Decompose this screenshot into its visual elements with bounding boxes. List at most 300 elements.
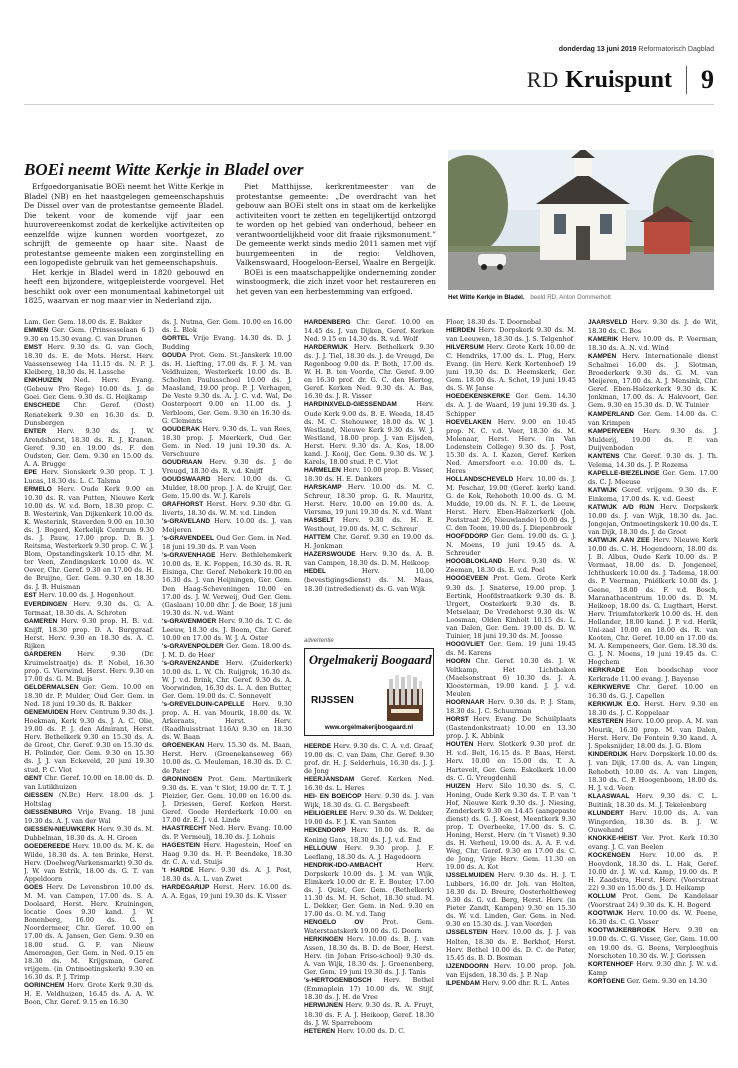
place-name: HEERDE	[304, 743, 332, 750]
place-name: HIERDEN	[446, 327, 476, 335]
service-entry	[446, 928, 576, 961]
service-entry	[24, 318, 154, 326]
article-column-1	[24, 182, 224, 306]
place-name: HOOGVLIET	[446, 640, 485, 648]
place-name: KATWIJK	[588, 486, 618, 494]
service-details: Herv. 9.30 ds. J. Mulderij, 19.00 ds. P. van Duijvenboden	[588, 426, 718, 452]
service-entry	[304, 826, 434, 843]
service-details: Herv. 10.00 ds. D. C.	[337, 1026, 406, 1035]
service-entry	[304, 861, 434, 918]
service-entry	[162, 841, 292, 866]
service-entry	[162, 534, 292, 551]
service-entry	[304, 550, 434, 567]
service-entry	[162, 425, 292, 458]
service-entry	[446, 698, 576, 715]
header-rule	[24, 104, 714, 105]
place-name: HERKINGEN	[304, 936, 344, 944]
article-column-2	[236, 182, 436, 296]
service-entry	[446, 574, 576, 639]
place-name: 's-GRAVENPOLDER	[162, 642, 224, 650]
service-entry	[446, 871, 576, 928]
service-details: Ger. Gem. 19.00 ds. G. J. N. Moens, 19 juni 19.45 ds. A. Schreuder	[446, 532, 576, 558]
place-name: GIESSENBURG	[24, 808, 73, 816]
service-details: Herv. 9.30 ds. H. J. T. Lubbers, 16.00 dr. Joh. van Holten, 18.30 ds. D. Breure, Oosterholtheweg 9.30 ds. G. v.d. Berg, Herst. Herv. (in Pieter Zandt, Kampen) 9.30 en 15.30 ds. W. v.d. Linden, Ger. Gem. in Ned. 9.30 en 15.30 ds. J. van Voorden	[446, 871, 576, 929]
place-name: HELLOUW	[304, 844, 337, 852]
place-name: GORINCHEM	[24, 981, 65, 989]
page-number: 9	[701, 65, 714, 94]
service-details: Ger. Gem. (Prinsesselaan 6 I) 9.30 en 15.30 evang. C. van Drunen	[24, 326, 154, 344]
service-details: Vrije Evang. 14.30 ds. D. J. Budding	[162, 334, 292, 352]
place-name: KOOTWIJK	[588, 910, 624, 918]
service-details: Geref. vrijgem. 9.30 ds. F. Einkema, 17.00 ds. K. v.d. Geest	[588, 485, 718, 503]
place-name: KATWIJK A/D RIJN	[588, 504, 655, 512]
service-details: Herv. Centrum 9.30 ds. J. Hoekman, Kerk 9.30 ds. J. A. C. Olie, 19.00 ds. P. J. den Admirant, Herst. Herv. Bethelkerk 9.30 en 15.30 ds. A. de Groot, Chr. Geref. 9.30 en 15.30 ds. H. Polinder, Ger. Gem. 9.30 en 15.30 ds. J. J. van Eckeveld, 20 juni 19.30 stud. P. C. Vlot	[24, 708, 154, 774]
service-entry	[588, 352, 718, 409]
place-name: HOOGEVEEN	[446, 575, 488, 583]
service-details: Herv. 9.30 ds. R. A. Fruyt, 18.30 ds. F. A. J. Heikoop, Geref. 18.30 ds. J. W. Sparreboom	[304, 1001, 434, 1027]
advert-label: advertentie	[304, 638, 334, 644]
service-entry	[24, 326, 154, 343]
service-details: Herv. (Zuiderkerk) 10.00 ds. L. W. Ch. Ruijgrok, 16.30 ds. W. J. v.d. Brink, Chr. Geref. 9.30 ds. A. Voorwinden, 16.30 ds. L. A. den Butter, Ger. Gem. 19.00 ds. C. Sonnevelt	[162, 658, 292, 701]
service-entry	[588, 452, 718, 469]
article-paragraph: BOEi is een maatschappelijke onderneming zonder winstoogmerk, die zich inzet voor het restaureren en het geven van een herbestemming van erfgoed.	[236, 267, 436, 296]
service-entry	[24, 600, 154, 617]
service-entry	[588, 666, 718, 683]
service-entry	[304, 318, 434, 343]
caption-text: Het Witte Kerkje in Bladel.	[448, 294, 525, 301]
place-name: HENDRIK-IDO-AMBACHT	[304, 861, 383, 869]
place-name: HARSKAMP	[304, 483, 342, 491]
place-name: HAZERSWOUDE	[304, 551, 356, 559]
place-name: HILVERSUM	[446, 344, 484, 352]
service-details: Herv. 9.30 prop. H. B. v.d. Knijff, 18.30 prop. D. A. Burggraaf. Herst. Herv. 9.30 en 18.30 ds. A. C. Rijken	[24, 616, 154, 650]
place-name: GORTEL	[162, 335, 190, 343]
place-name: HAGESTEIN	[162, 841, 200, 849]
service-details: Herv. 10.00 ds. J. van Meijeren	[162, 517, 292, 535]
place-name: GIESSEN-NIEUWKERK	[24, 825, 96, 833]
service-entry	[304, 1027, 434, 1036]
service-details: Oud Ger. Gem. in Ned. 18 juni 19.30 ds. P. van Veen	[162, 534, 292, 552]
place-name: HARDEGARIJP	[162, 884, 210, 892]
service-entry	[24, 883, 154, 981]
service-entry	[24, 650, 154, 683]
service-entry	[162, 351, 292, 424]
service-details: Chr. Geref. 10.00 en 14.45 ds. J. van Dijken, Geref. Kerken Ned. 9.15 en 14.30 ds. R. v.d. Wolf	[304, 318, 434, 344]
service-details: Herst. Herv. 9.30 en 18.30 ds. J. C. Koppelaar	[588, 700, 718, 718]
place-name: 's-GRAVENMOER	[162, 617, 217, 625]
place-name: KAMPERLAND	[588, 410, 635, 418]
place-name: GELDERMALSEN	[24, 684, 79, 692]
service-details: Herv. 9.30 ds. C. L. Buitink, 18.30 ds. M. J. Tekelenburg	[588, 791, 718, 809]
service-details: Herv. Dorpskerk 10.00 ds. J. M. van Wijk, Elimkerk 10.00 dr. E. E. Bouter, 17.00 ds. J. Quist, Ger. Gem. (Bethelkerk) 11.30 ds. M. H. Schot, 18.30 stud. M. L. Dekker, Ger. Gem. in Ned. 9.30 en 17.00 ds. O. M. v.d. Tang	[304, 860, 434, 918]
service-entry	[304, 976, 434, 1001]
place-name: HOEDEKENSKERKE	[446, 393, 510, 401]
service-entry	[304, 935, 434, 976]
paper-name: Reformatorisch Dagblad	[638, 46, 714, 53]
service-details: Ver. Prot. Kerk 10.30 evang. J. C. van Beelen	[588, 833, 718, 851]
service-details: Herv. 10.00 ds. R. de Koning Gans, 18.30 ds. J. J. v.d. End	[304, 826, 434, 844]
service-entry	[588, 427, 718, 452]
place-name: EMST	[24, 344, 43, 352]
service-details: Herv. 9.30 ds. M. Dubbelman, 18.30 ds. A. H. Groen	[24, 824, 154, 842]
service-details: Herv. Oude Kerk 9.00 en 10.30 ds. R. van Putten, Nieuwe Kerk 10.00 ds. W. v.d. Born, 18.30 prop. C. B. Westerink, Van Dijkenkerk 10.00 ds. K. Westerink, Staverden 9.00 en 10.30 ds. J. Bogerd, Kerkelijk Centrum 9.30 ds. J. Pauw, 17.00 prop. D. B. J. Reitsma, Westerkerk 9.30 prop. C. W. J. Blom, Opstandingskerk 10.15 dhr. M. ter Veen, Zendingskerk 10.00 ds. W. Oever, Chr. Geref. 9.30 en 17.00 ds. H. de Bruijne, Ger. Gem. 9.30 en 18.30 ds. J. B. Huisman	[24, 484, 154, 591]
service-details: Herv. Oude Kerk 9.00 ds. B. E. Weeda, 18.45 ds. M. C. Stehouwer, 18.00 ds. W. J. Westland, Nieuwe Kerk 9.30 ds. W. J. Westland, 18.00 prop. J. van Eijsden, Herst. Herv. 9.30 ds. A. Kos, 18.00 kand. J. Kooij, Ger. Gem. 9.30 ds. W. J. Karels, 18.00 stud. P. C. Vlot	[304, 400, 434, 466]
brand-logo: RD	[526, 67, 560, 92]
service-entry	[24, 842, 154, 883]
place-name: KAPELLE-BIEZELINGE	[588, 469, 660, 477]
service-entry	[24, 427, 154, 468]
place-name: HARDERWIJK	[304, 344, 348, 352]
service-entry	[304, 533, 434, 550]
place-name: 's-GRAVELAND	[162, 518, 211, 526]
place-name: KAMERIK	[588, 336, 619, 344]
place-name: EST	[24, 591, 37, 599]
advert-title: Orgelmakerij Boogaard	[309, 653, 432, 667]
place-name: HARDENBERG	[304, 319, 351, 326]
service-details: Herst. Herv. 16.00 ds. A. A. Egas, 19 juni 19.30 ds. K. Visser	[162, 883, 292, 901]
service-entry	[162, 700, 292, 741]
service-entry	[446, 962, 576, 979]
service-entry	[24, 774, 154, 791]
service-details: Ger. Gem. 17.00 ds. C. J. Meeuse	[588, 468, 718, 486]
place-name: KAMPERVEEN	[588, 427, 634, 435]
place-name: KANTENS	[588, 452, 620, 460]
service-details: Een boodschap voor Kerkrade 11.00 evang. J. Bayense	[588, 665, 718, 684]
place-name: EPE	[24, 468, 38, 476]
service-details: Herv. Silo 10.30 ds. S. C. Honing, Oude Kerk 9.30 ds. T. P. van 't Hof, Nieuwe Kerk 9.30 ds. J. Niesing, Zenderkerk 9.30 en 14.45 (aangepaste dienst) ds. G. J. Koest, Meentkerk 9.30 prop. T. Overbeeke, 17.00 ds. S. C. Honing, Herst. Herv. (in 't Visnet) 9.30 ds. H. Verheul, 19.00 ds. A. A. F. v.d. Weg, Chr. Geref. 9.30 en 17.00 ds. C. de Jong, Vrije Herv. Gem. 11.30 en 19.00 ds. A. Kot	[446, 781, 576, 872]
service-entry	[588, 717, 718, 750]
church-services-column-1	[24, 318, 154, 1058]
service-entry	[304, 516, 434, 533]
service-entry	[588, 909, 718, 926]
caption-credit: beeld RD, Anton Dommerholt	[530, 294, 611, 301]
place-name: KINDERDIJK	[588, 751, 628, 759]
service-entry	[162, 659, 292, 700]
place-name: GAMEREN	[24, 617, 58, 625]
service-entry	[24, 401, 154, 426]
service-details: Herv. 9.30 ds. J. de Wit, 18.30 ds. C. Bos	[588, 318, 718, 336]
service-entry	[446, 715, 576, 740]
service-details: Herv. 9.30 ds. W. Zeeman, 18.30 ds. E. v.d. Poel	[446, 557, 576, 575]
place-name: KORTENHOEF	[588, 960, 634, 968]
place-name: HOOGBLOKLAND	[446, 558, 503, 566]
service-entry	[162, 458, 292, 475]
service-details: Chr. Geref. (Oost) Renatekerk 9.30 en 16.30 ds. D. Dunsbergen	[24, 401, 154, 427]
service-entry	[588, 851, 718, 892]
service-details: Herv. 9.30 ds. A. B. van Campen, 18.30 ds. D. M. Heikoop	[304, 550, 434, 568]
service-entry	[588, 683, 718, 700]
service-details: Chr. Geref. 10.30 ds. J. W. Veltkamp, Het Lichtbaken (Maelsonstraat 6) 10.30 ds. J. A. Kloosterman, 19.00 kand. J. J. v.d. Meulen	[446, 656, 576, 699]
place-name: GENT	[24, 774, 43, 782]
place-name: HOUTEN	[446, 741, 474, 749]
service-entry	[446, 326, 576, 343]
service-details: Ger. Gem. 14.30 ds. A. J. de Waard, 19 juni 19.30 ds. J. Schipper	[446, 392, 576, 418]
service-entry	[162, 617, 292, 642]
service-entry	[588, 503, 718, 536]
place-name: GOUDSWAARD	[162, 475, 211, 483]
place-name: KORTGENE	[588, 977, 625, 985]
service-details: Herv. Grote Kerk 9.30 ds. H. E. Veldhuizen, 16.45 ds. A. A. W. Boon, Chr. Geref. 9.15 en 16.30	[24, 980, 154, 1006]
service-entry	[446, 532, 576, 557]
service-details: Herv. 9.30 ds. H. E. Westhout, 19.00 ds. M. C. Schreur	[304, 516, 434, 534]
service-entry	[162, 318, 292, 334]
service-entry	[162, 775, 292, 824]
orgelmakerij-advert[interactable]	[304, 648, 434, 736]
place-name: GOEDEREEDE	[24, 842, 70, 850]
place-name: IJSSELMUIDEN	[446, 872, 495, 880]
place-name: KERKWERVE	[588, 684, 631, 692]
place-name: 's-HERTOGENBOSCH	[304, 977, 372, 985]
service-entry	[304, 792, 434, 809]
place-name: HOEVELAKEN	[446, 418, 492, 426]
service-entry	[588, 834, 718, 851]
service-details: Herv. 9.30 ds. J. van Wijk, 18.30 ds. G. C. Bergsbeeft	[304, 792, 434, 810]
service-entry	[588, 700, 718, 717]
place-name: GENEMUIDEN	[24, 709, 69, 717]
service-entry	[162, 517, 292, 534]
place-name: KOLLUM	[588, 893, 616, 901]
place-name: 't HARDE	[162, 867, 194, 875]
service-entry	[24, 468, 154, 485]
service-details: Ger. Gem. 19 juni 19.45 ds. M. Karens	[446, 639, 576, 657]
service-details: Herv. 10.00 ds. W. Peene, 16.30 ds. C. G. Visser	[588, 909, 718, 927]
service-details: Herv. Bethelkerk 9.30 ds. J. J. Tiel, 18.30 ds. J. de Vreugd, De Regenboog 9.00 ds. P. Both, 17.00 ds. W. H. B. ten Voorde, Chr. Geref. 9.00 en 16.30 prof. dr. G. C. den Hertog, Geref. Kerken Ned. 9.30 ds. A. Bas, 16.30 ds. J. R. Visser	[304, 343, 434, 401]
service-entry	[304, 918, 434, 935]
service-details: Prot. Gem. St.-Janskerk 10.00 ds. H. Liefting, 17.00 ds. F. J. M. van Veldhuizen, Westerkerk 10.00 ds. B. Scholten Paulusschool 10.00 ds. J. Maasland, 19.00 prop. P. J. Verhagen, De Veste 9.30 ds. A. J. C. v.d. Wal, De Oosterpoort 9.00 en 11.00 ds. J. Verbloom, Ger. Gem. 9.30 en 16.30 ds. G. Clements	[162, 351, 292, 425]
service-details: Herv. 9.30 prop. J. F. Leeflang, 18.30 ds. A. J. Hagedoorn	[304, 843, 434, 861]
service-details: Herv. 10.00 prop. B. Visser, 18.30 ds. H. E. Dankers	[304, 465, 434, 483]
service-entry	[446, 640, 576, 657]
place-name: HOORNAAR	[446, 699, 485, 707]
service-details: Prot. Gem. Waterstaatskerk 19.00 ds. G. Doorn	[304, 917, 434, 936]
service-entry	[588, 792, 718, 809]
place-name: HOLLANDSCHEVELD	[446, 475, 514, 483]
church-services-column-5	[588, 318, 718, 1058]
service-details: Herv. 9.30 ds. W. Dekker, 19.00 ds. F. J. K. van Santen	[304, 809, 434, 827]
service-details: Prot. Gem. De Kandelaar (Voorstraat 24) 9.30 ds. K. H. Bogerd	[588, 892, 718, 910]
service-entry	[24, 591, 154, 600]
service-entry	[162, 642, 292, 659]
service-entry	[446, 782, 576, 872]
service-entry	[304, 483, 434, 516]
service-entry	[24, 981, 154, 1006]
service-entry	[588, 750, 718, 791]
place-name: GOES	[24, 884, 43, 892]
place-name: GRONINGEN	[162, 775, 203, 783]
service-entry	[588, 486, 718, 503]
place-name: GOUDERAK	[162, 425, 200, 433]
place-name: ERMELO	[24, 485, 52, 493]
service-entry	[588, 335, 718, 352]
place-name: 's-GRAVENHAGE	[162, 552, 216, 560]
service-entry	[588, 410, 718, 427]
service-details: Herv. 9.30 ds. G. A. Termaat, 18.30 ds. A. Schroten	[24, 599, 154, 617]
top-dateline	[559, 46, 714, 53]
service-entry	[24, 808, 154, 825]
service-details: Herv. Bethel (Emmaplein 17) 10.00 ds. W. Stijf, 18.30 ds. J. H. de Vree	[304, 976, 434, 1002]
service-entry	[588, 809, 718, 834]
service-entry	[588, 960, 718, 977]
masthead-divider	[686, 66, 687, 94]
service-entry	[24, 708, 154, 773]
church-photo	[448, 150, 714, 290]
place-name: HEKENDORP	[304, 827, 346, 835]
service-details: Herv. 9.30 ds. P. J. Stam, 18.30 ds. J. C. Schuurman	[446, 698, 576, 716]
place-name: HENGELO OV	[304, 918, 364, 926]
service-entry	[446, 343, 576, 392]
article-paragraph: Piet Matthijsse, kerkrentmeester van de protestantse gemeente: „De overdracht van het gebouw aan BOEi stelt ons in staat om de kerkelijke activiteiten voort te zetten en tegelijkertijd ontzorgd te worden op het gebied van onderhoud, beheer en verantwoordelijkheid voor dit fraaie rijksmonument.” De gemeente werkt sinds medio 2011 samen met vijf buurgemeenten in de regio: Veldhoven, Valkenswaard, Hoogeloon-Eersel, Waalre en Bergeijk.	[236, 182, 436, 267]
service-details: Ger. Gem. 9.30 en 14.30	[626, 976, 708, 985]
place-name: HARMELEN	[304, 466, 341, 474]
service-entry	[446, 418, 576, 475]
place-name: ENKHUIZEN	[24, 377, 62, 385]
service-entry	[162, 883, 292, 900]
service-details: Herv. Bethlehemkerk 10.00 ds. E. K. Foppen, 16.30 ds. R. R. Eisinga, Chr. Geref. Nebokerk 10.00 en 16.30 ds. J. van Heijningen, Ger. Gem. Den Haag-Scheveningen 10.00 en 17.00 ds. J. W. Verweij, Oud Ger. Gem. (Gaslaan) 10.00 dhr. J. de Boer, 18 juni 19.30 ds. N. v.d. Want	[162, 551, 292, 617]
place-name: HETEREN	[304, 1027, 336, 1035]
place-name: GIESSEN	[24, 791, 53, 799]
service-details: Geref. Kerken Ned. 16.30 ds. L. Heres	[304, 775, 434, 793]
article-paragraph: Het kerkje in Bladel werd in 1820 gebouwd en heeft een bijzondere, witgepleisterde voorgevel. Het beschikt ook over een monumentaal kabinetorgel uit 1825, waarvan er nog maar vier in Nederland zijn.	[24, 267, 224, 305]
service-entry	[162, 551, 292, 616]
service-entry	[588, 536, 718, 666]
place-name: KATWIJK AAN ZEE	[588, 537, 650, 545]
service-details: Herv. 10.00 ds. J. M. Peschar, 19.00 (Geref. kerk) kand. G. de Kok, Rehoboth 10.00 ds. G. M. Mudde, 19.00 ds. N. F. L. de Leeuw, Herst. Herv. Eben-Haëzerkerk (Joh. Poststraat 26, Nieuwlande) 10.00 ds. J. C. den Toom, 19.00 ds. J. Diepenbroek	[446, 474, 576, 533]
service-details: Herv. Grote Kerk 10.00 dr. C. Hendriks, 17.00 ds. L. Plug, Herv. Evang. (in Herv. Kerk Kortenhoef) 19 juni 19.30 ds. D. Heemskerk, Ger. Gem. 18.00 ds. A. Schot, 19 juni 19.45 ds. S. W. Janse	[446, 343, 576, 393]
place-name: HUIZEN	[446, 782, 471, 790]
service-entry	[162, 866, 292, 883]
article-headline: BOEi neemt Witte Kerkje in Bladel over	[24, 160, 304, 179]
service-entry	[446, 657, 576, 698]
service-details: Lam. Ger. Gem. 18.00 ds. E. Bakker	[24, 318, 143, 326]
service-details: Vrije Evang. 18 juni 19.30 ds. A. J. van der Wal	[24, 807, 154, 825]
place-name: EVERDINGEN	[24, 600, 67, 608]
service-details: Herv. 9.30 ds. J. W. Arendshorst, 18.30 ds. R. J. Kranen. Geref. 9.30 en 19.00 ds. F. den Oudsten, Ger. Gem. 9.30 en 15.00 ds. A. A. Brugge	[24, 426, 154, 468]
service-details: Herv. 10.00 ds. P. Veerman, 18.30 ds. A. N. v.d. Wind	[588, 335, 718, 353]
place-name: ENTER	[24, 427, 47, 435]
service-details: Herv. 10.00 ds. M. C. Schreur, 18.30 prop. G. R. Mauritz, Herst. Herv. 10.00 en 19.00 ds. A. Viersma, 19 juni 19.30 ds. N. v.d. Want	[304, 482, 434, 517]
church-services-column-3b	[304, 742, 434, 1058]
service-details: Chr. Geref. 10.00 en 18.00 ds. D. van Lutikhuizen	[24, 773, 154, 791]
advert-url[interactable]: www.orgelmakerijboogaard.nl	[324, 724, 414, 731]
service-entry	[304, 809, 434, 826]
service-details: Herv. 10.00 ds. J. Hogenhout	[38, 590, 134, 599]
service-entry	[24, 683, 154, 708]
place-name: HOORN	[446, 657, 471, 665]
place-name: HEERJANSDAM	[304, 776, 355, 784]
service-details: (N.Br.) Herv. 18.00 ds. J. Holtslag	[24, 790, 154, 808]
section-title: Kruispunt	[565, 66, 672, 93]
place-name: IJSSELSTEIN	[446, 929, 488, 937]
service-entry	[446, 392, 576, 417]
service-details: Herv. 9.30 en 19.00 ds. C. G. Visser, Ger. Gem. 10.00 en 19.00 ds. G. Beens, Verpleeghuis Norschoten 10.30 ds. W. J. Gorissen	[588, 926, 718, 960]
service-entry	[24, 343, 154, 376]
issue-date: donderdag 13 juni 2019	[558, 46, 637, 53]
church-services-column-2	[162, 318, 292, 1058]
service-details: Herv. 9.30 ds. L. van Rees, 18.30 prop. J. Meerkerk, Oud Ger. Gem. in Ned. 19 juni 19.30 ds. A. Verschuure	[162, 424, 292, 458]
service-entry	[24, 376, 154, 401]
service-details: Herv. Nieuwe Kerk 10.00 ds. C. H. Hogendoorn, 18.00 ds. J. B. Albus, Oude Kerk 10.00 ds. P. Vermaat, 18.00 ds. D. Jongeneel, Ichthuskerk 10.00 ds. J. Tadema, 18.00 ds. P. Veerman, Pniëlkerk 10.00 ds. J. Geene, 18.00 ds. F. v.d. Bosch, Maranathacentrum 10.00 ds. D. M. Heikoop, 18.00 ds. G. Lugthart, Herst. Herv. Triumfatorkerk 10.00 ds. H. den Hollander, 18.00 kand. J. P. v.d. Herik, Uni-zaal 10.00 en 18.00 ds. R. van Kooten, Chr. Geref. 10.00 en 17.00 ds. M. A. Kempeneers, Ger. Gem. 18.30 ds. G. J. N. Moens, 19 juni 19.45 ds. C. Hogchem	[588, 536, 718, 666]
place-name: ILPENDAM	[446, 979, 480, 987]
section-masthead	[527, 60, 714, 100]
service-entry	[304, 1001, 434, 1026]
service-details: Herv. 9.30 ds. G. van Goch, 18.30 ds. E. de Mots. Herst. Herv. Vaassenseweg 14a 11.15 ds. N. P. J. Kleiberg, 18.30 ds. H. Lassche	[24, 343, 154, 377]
church-illustration	[448, 150, 714, 290]
place-name: KLUNDERT	[588, 809, 624, 817]
organ-icon	[385, 675, 425, 721]
service-details: Herv. Sionskerk 9.30 prop. T. J. Lucas, 18.30 ds. L. C. Talsma	[24, 467, 154, 485]
place-name: HAASTRECHT	[162, 824, 207, 832]
service-details: Prot. Gem. Grote Kerk 9.30 ds. J. Snaterse, 19.00 prop. J. Eertink, Hoofdstraatkerk 9.30 ds. B. Urgert, Oosterkerk 9.30 ds. B. Metselaar, De Vredehorst 9.30 ds. W. Loosman, Olden Kinholt 10.15 ds. L. van Dalen, Ger. Gem. 19.00 ds. D. W. Tuinier, 18 juni 19.30 ds. M. Joosse	[446, 574, 576, 640]
place-name: HORST	[446, 716, 469, 724]
service-entry	[162, 824, 292, 841]
service-details: Herv. 9.30 ds. J. de Vreugd, 18.30 ds. R. v.d. Knijff	[162, 457, 292, 475]
place-name: HEI- EN BOEICOP	[304, 793, 362, 801]
place-name: 's-GRAVENZANDE	[162, 659, 220, 667]
service-details: Herv. Internationale dienst Schalmei 16.00 ds. J. Slotman, Broederkerk 9.30 ds. G. M. van Meijeren, 17.00 ds. A. J. Mensink, Chr. Geref. Eben-Haëzerkerk 9.30 ds. K. Jonkman, 17.00 ds. A. Hakvoort, Ger. Gem. 9.30 en 15.30 ds. D. W. Tuinier	[588, 352, 718, 410]
service-entry	[162, 475, 292, 500]
place-name: KOCKENGEN	[588, 852, 631, 859]
service-details: Herv. Evang. De Schuilplaats (Gastendonkstraat) 10.00 en 13.30 prop. J. K. Abbink	[446, 715, 576, 741]
service-entry	[304, 400, 434, 465]
service-entry	[446, 557, 576, 574]
service-details: Herv. 9.30 ds. T. C. de Leeuw, 18.30 ds. J. Boom, Chr. Geref. 10.00 en 17.00 ds. W. J. A. Oster	[162, 616, 292, 642]
service-entry	[162, 500, 292, 517]
place-name: GROENEKAN	[162, 742, 205, 750]
place-name: KAMPEN	[588, 353, 617, 361]
service-entry	[304, 742, 434, 775]
place-name: JAARSVELD	[588, 319, 628, 326]
service-details: Herv. Hagestein, Hoef en Haag 9.30 ds. H. P. Beendeke, 18.30 dr. C. A. v.d. Stuijs	[162, 840, 292, 867]
place-name: EMMEN	[24, 327, 49, 335]
service-entry	[24, 485, 154, 591]
service-entry	[588, 469, 718, 486]
place-name: HEILIGERLEE	[304, 810, 348, 818]
service-details: Herv. 9.30 dhr. J. W. v.d. Kamp	[588, 959, 718, 977]
service-details: Herv. 10.00 ds. A. van Wingerden, 18.30 ds. B. J. W. Ouwehand	[588, 808, 718, 834]
place-name: HATTEM	[304, 534, 331, 542]
service-details: Ned. Herv. Evang. 10.00 ds. P. Vermeulj, 18.30 ds. J. Lohuis	[162, 823, 292, 841]
service-entry	[588, 926, 718, 959]
church-services-column-3	[304, 318, 434, 634]
place-name: HEDEL	[304, 568, 327, 576]
service-details: Herv. 9.00 dhr. R. L. Antes	[482, 978, 570, 987]
service-entry	[24, 825, 154, 842]
service-details: Ger. Gem. 18.00 ds. J. M. D. de Heer	[162, 641, 292, 659]
service-details: Herv. Dorpskerk 10.00 ds. J. van Dijk, 17.00 ds. A. van Lingen, Rehoboth 10.00 ds. A. van Lingen, 18.30 ds. C. P. Hoogenboom, 18.00 ds. H. J. v.d. Veen	[588, 750, 718, 792]
service-entry	[304, 343, 434, 400]
service-details: Chr. Geref. 10.00 en 16.30 ds. G. J. Capellen	[588, 683, 718, 701]
place-name: KERKWIJK E.O.	[588, 701, 640, 709]
service-entry	[24, 617, 154, 650]
service-details: Herst. Herv. 9.30 dhr. G. Iiverts, 18.30 ds. W. M. v.d. Linden	[162, 500, 292, 518]
place-name: GOUDA	[162, 352, 187, 360]
service-entry	[24, 791, 154, 808]
service-entry	[588, 892, 718, 909]
service-details: Herv. 9.30 prop. A. H. van Mourik, 18.00 ds. W. Arkeraats, Herst. Herv. (Raadhuisstraat 116A) 9.30 en 18.30 ds. W. Baan	[162, 700, 292, 742]
service-details: Ger. Gem. 14.00 ds. C. van Krimpen	[588, 409, 718, 427]
service-details: Herv. 10.00 prop. Joh. van Eijsden, 18.30 ds. J. P. Nap	[446, 961, 576, 979]
service-details: Herv. 9.00 en 10.45 prop. N. C. v.d. Veer, 18.30 ds. M. Molenaar, Herst. Herv. (in Van Lodenstein College) 9.30 ds. J. Post, 15.30 ds. A. I. Kazen, Geref. Kerken Ned. Amersfoort e.o. 10.00 ds. L. Heres	[446, 417, 576, 475]
article-paragraph: Erfgoedorganisatie BOEi neemt het Witte Kerkje in Bladel (NB) en het naastgelegen gemeenschapshuis De Dissel over van de protestantse gemeente Bladel. Die tekent voor de komende vijf jaar een huurovereenkomst zodat de kerkelijke activiteiten op eenzelfde wijze kunnen worden voortgezet, zo schrijft de gemeente op haar site. Naast de protestantse gemeente maken een zorginstelling en een logopediste gebruik van het gemeenschapshuis.	[24, 182, 224, 267]
service-details: Ger. Gem. 10.00 en 18.30 dr. P. Mulder, Oud Ger. Gem. in Ned. 18 juni 19.30 ds. R. Bakker	[24, 683, 154, 709]
service-details: Herv. 15.30 ds. M. Baan, Herst. Herv. (Groenekanseweg 66) 10.00 ds. G. Meuleman, 18.30 ds. D. C. de Pater	[162, 741, 292, 775]
place-name: 's-GREVELDUIN-CAPELLE	[162, 701, 245, 709]
service-details: Herv. 10.00 (bevestigingsdienst) ds. M. Maas, 18.30 (intrededienst) ds. G. van Wijk	[304, 567, 434, 593]
service-details: Herv. 10.00 ds. M. K. de Wilde, 18.30 ds. A. ten Brinke, Herst. Herv. (Doelweg/Varkensmarkt) 9.30 ds. J. W. van Estrik, 18.00 ds. G. T. van Appeldoorn	[24, 841, 154, 884]
place-name: GRAFHORST	[162, 501, 204, 509]
service-details: Herv. Slotkerk 9.30 prof. dr. H. v.d. Belt, 16.15 ds. P. Baas, Herst. Herv. 10.00 en 15.00 ds. T. A. Hartevelt, Ger. Gem. Eskolkerk 10.00 ds. C. G. Vreugdenhil	[446, 740, 576, 782]
service-details: Herv. 10.00 ds. B. J. van Assen, 18.30 ds. B. D. de Boer, Herst. Herv. (in Johan Friso-school) 9.30 ds. A. van Wijk, 18.30 ds. J. Groenenberg, Ger. Gem. 19 juni 19.30 ds. J. J. Tanis	[304, 935, 434, 977]
